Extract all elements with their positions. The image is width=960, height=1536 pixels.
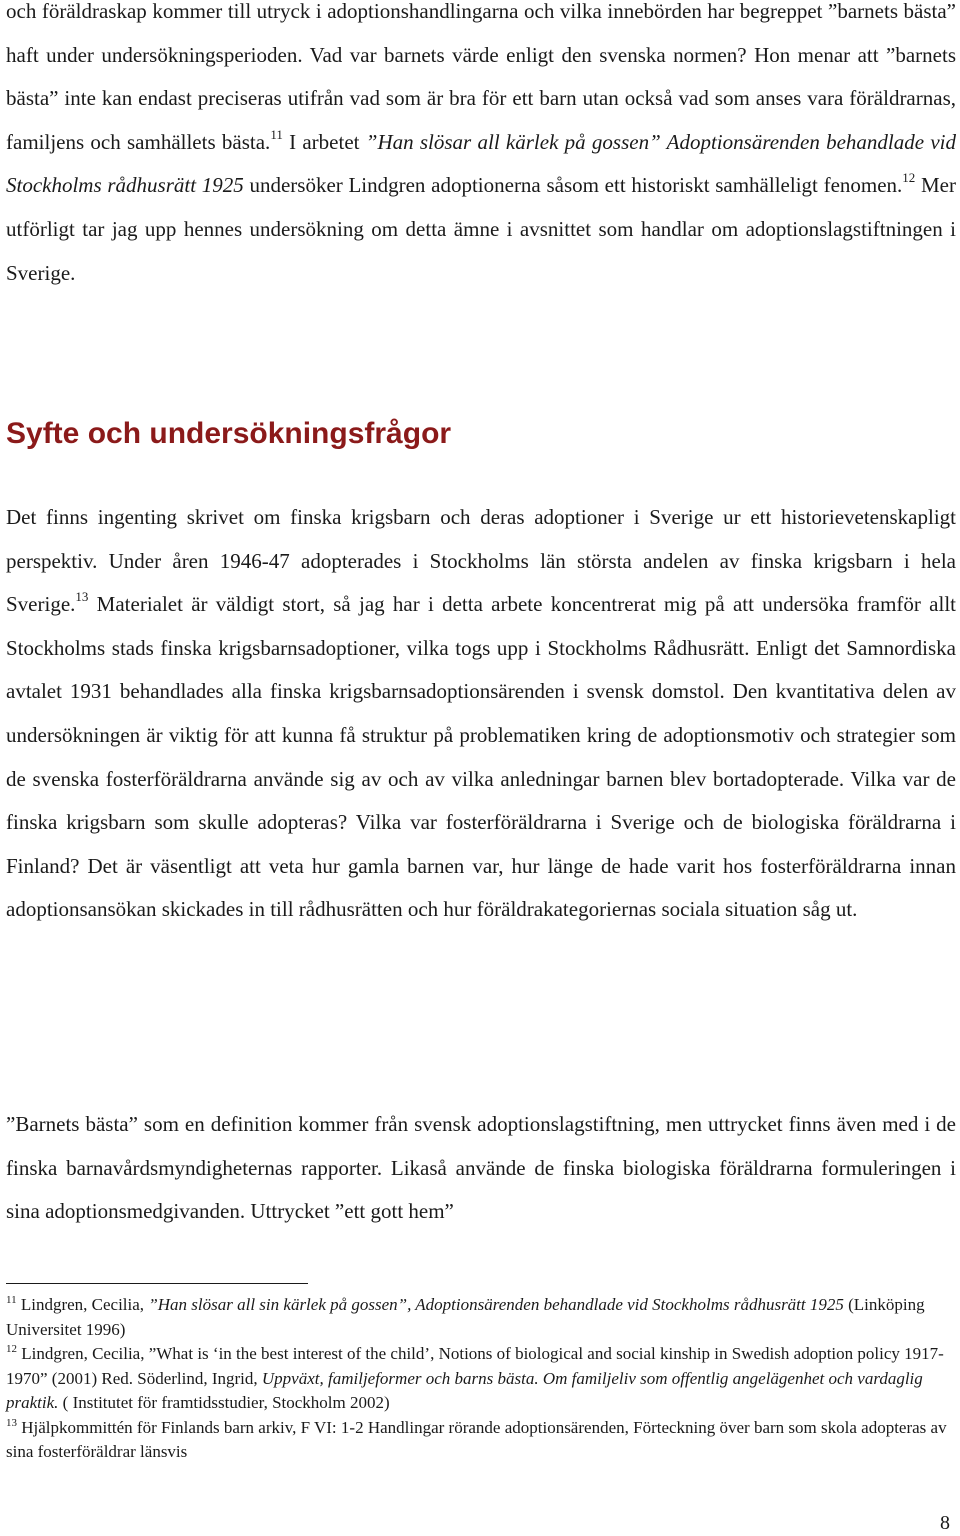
footnote-text: (Linköping Universitet 1996) — [6, 1295, 925, 1339]
paragraph-text: Det finns ingenting skrivet om finska krigsbarn och deras adoptioner i Sverige ur ett historievetenskapligt perspektiv. Under åren 1946-47 adopterades i Stockholms län största andelen av finska krigsbarn i hela Sverige. — [6, 505, 956, 617]
footnote-text: Hjälpkommittén för Finlands barn arkiv, F VI: 1-2 Handlingar rörande adoptionsärenden, Förteckning över barn som skola adopteras av sina fosterföräldrar länsvis — [6, 1417, 947, 1461]
paragraph-text: I arbetet — [282, 129, 366, 154]
paragraph-text: undersöker Lindgren adoptionerna såsom ett historiskt samhälleligt fenomen. — [243, 173, 903, 198]
footnote-11 — [6, 1293, 956, 1342]
paragraph-text: ”Barnets bästa” som en definition kommer från svensk adoptionslagstiftning, men uttrycket finns även med i de finska barnavårdsmyndigheternas rapporter. Likaså använde de finska biologiska föräldrarna formuleringen i sina adoptionsmedgivanden. Uttrycket ”ett gott hem” — [6, 1112, 956, 1224]
body-paragraph-2 — [6, 496, 956, 932]
page-number: 8 — [940, 1512, 950, 1534]
footnote-title: ”Han slösar all sin kärlek på gossen”, Adoptionsärenden behandlade vid Stockholms rådhusrätt 1925 — [148, 1295, 844, 1314]
footnote-text: Lindgren, Cecilia, ”What is ‘in the best interest of the child’, Notions of biological and social kinship in Swedish adoption policy 1917-1970” (2001) Red. Söderlind, Ingrid, — [6, 1344, 944, 1388]
footnote-ref-12[interactable]: 12 — [902, 170, 916, 186]
paragraph-text: Materialet är väldigt stort, så jag har i detta arbete koncentrerat mig på att undersöka framför allt Stockholms stads finska krigsbarnsadoptioner, vilka togs upp i Stockholms Rådhusrätt. Enligt det Samnordiska avtalet 1931 behandlades alla finska krigsbarnsadoptionsärenden i svensk domstol. Den kvantitativa delen av undersökningen är viktig för att kunna få struktur på problematiken kring de adoptionsmotiv och strategier som de svenska fosterföräldrarna använde sig av och av vilka anledningar barnen blev bortadopterade. Vilka var de finska krigsbarn som skulle adopteras? Vilka var fosterföräldrarna i Sverige och de biologiska föräldrarna i Finland? Det är väsentligt att veta hur gamla barnen var, hur länge de hade varit hos fosterföräldrarna innan adoptionsansökan skickades in till rådhusrätten och hur föräldrakategoriernas sociala situation såg ut. — [6, 592, 956, 922]
footnote-number: 11 — [6, 1294, 17, 1306]
footnote-divider — [6, 1283, 308, 1284]
paragraph-text: Mer utförligt tar jag upp hennes undersökning om detta ämne i avsnittet som handlar om adoptionslagstiftningen i Sverige. — [6, 173, 956, 285]
footnotes — [6, 1293, 956, 1465]
section-heading: Syfte och undersökningsfrågor — [6, 417, 452, 450]
footnote-ref-11[interactable]: 11 — [270, 126, 283, 142]
footnote-number: 13 — [6, 1416, 17, 1429]
paragraph-text: och föräldraskap kommer till utryck i adoptionshandlingarna och vilka innebörden har begreppet ”barnets bästa” haft under undersökningsperioden. Vad var barnets värde enligt den svenska normen? Hon menar att ”barnets bästa” inte kan endast preciseras utifrån vad som är bra för ett barn utan också vad som anses vara föräldrarnas, familjens och samhällets bästa. — [6, 0, 956, 154]
footnote-number: 12 — [6, 1343, 17, 1355]
footnote-13 — [6, 1416, 956, 1465]
footnote-12 — [6, 1342, 956, 1416]
footnote-ref-13[interactable]: 13 — [75, 589, 89, 605]
footnote-text: Lindgren, Cecilia, — [16, 1295, 149, 1314]
body-paragraph-3 — [6, 1103, 956, 1234]
body-paragraph-1 — [6, 0, 956, 295]
footnote-title: Uppväxt, familjeformer och barns bästa. Om familjeliv som offentlig angelägenhet och vardaglig praktik. — [6, 1368, 923, 1412]
italic-title: ”Han slösar all kärlek på gossen” Adoptionsärenden behandlade vid Stockholms rådhusrätt 1925 — [6, 129, 957, 198]
footnote-text: ( Institutet för framtidsstudier, Stockholm 2002) — [58, 1393, 390, 1412]
